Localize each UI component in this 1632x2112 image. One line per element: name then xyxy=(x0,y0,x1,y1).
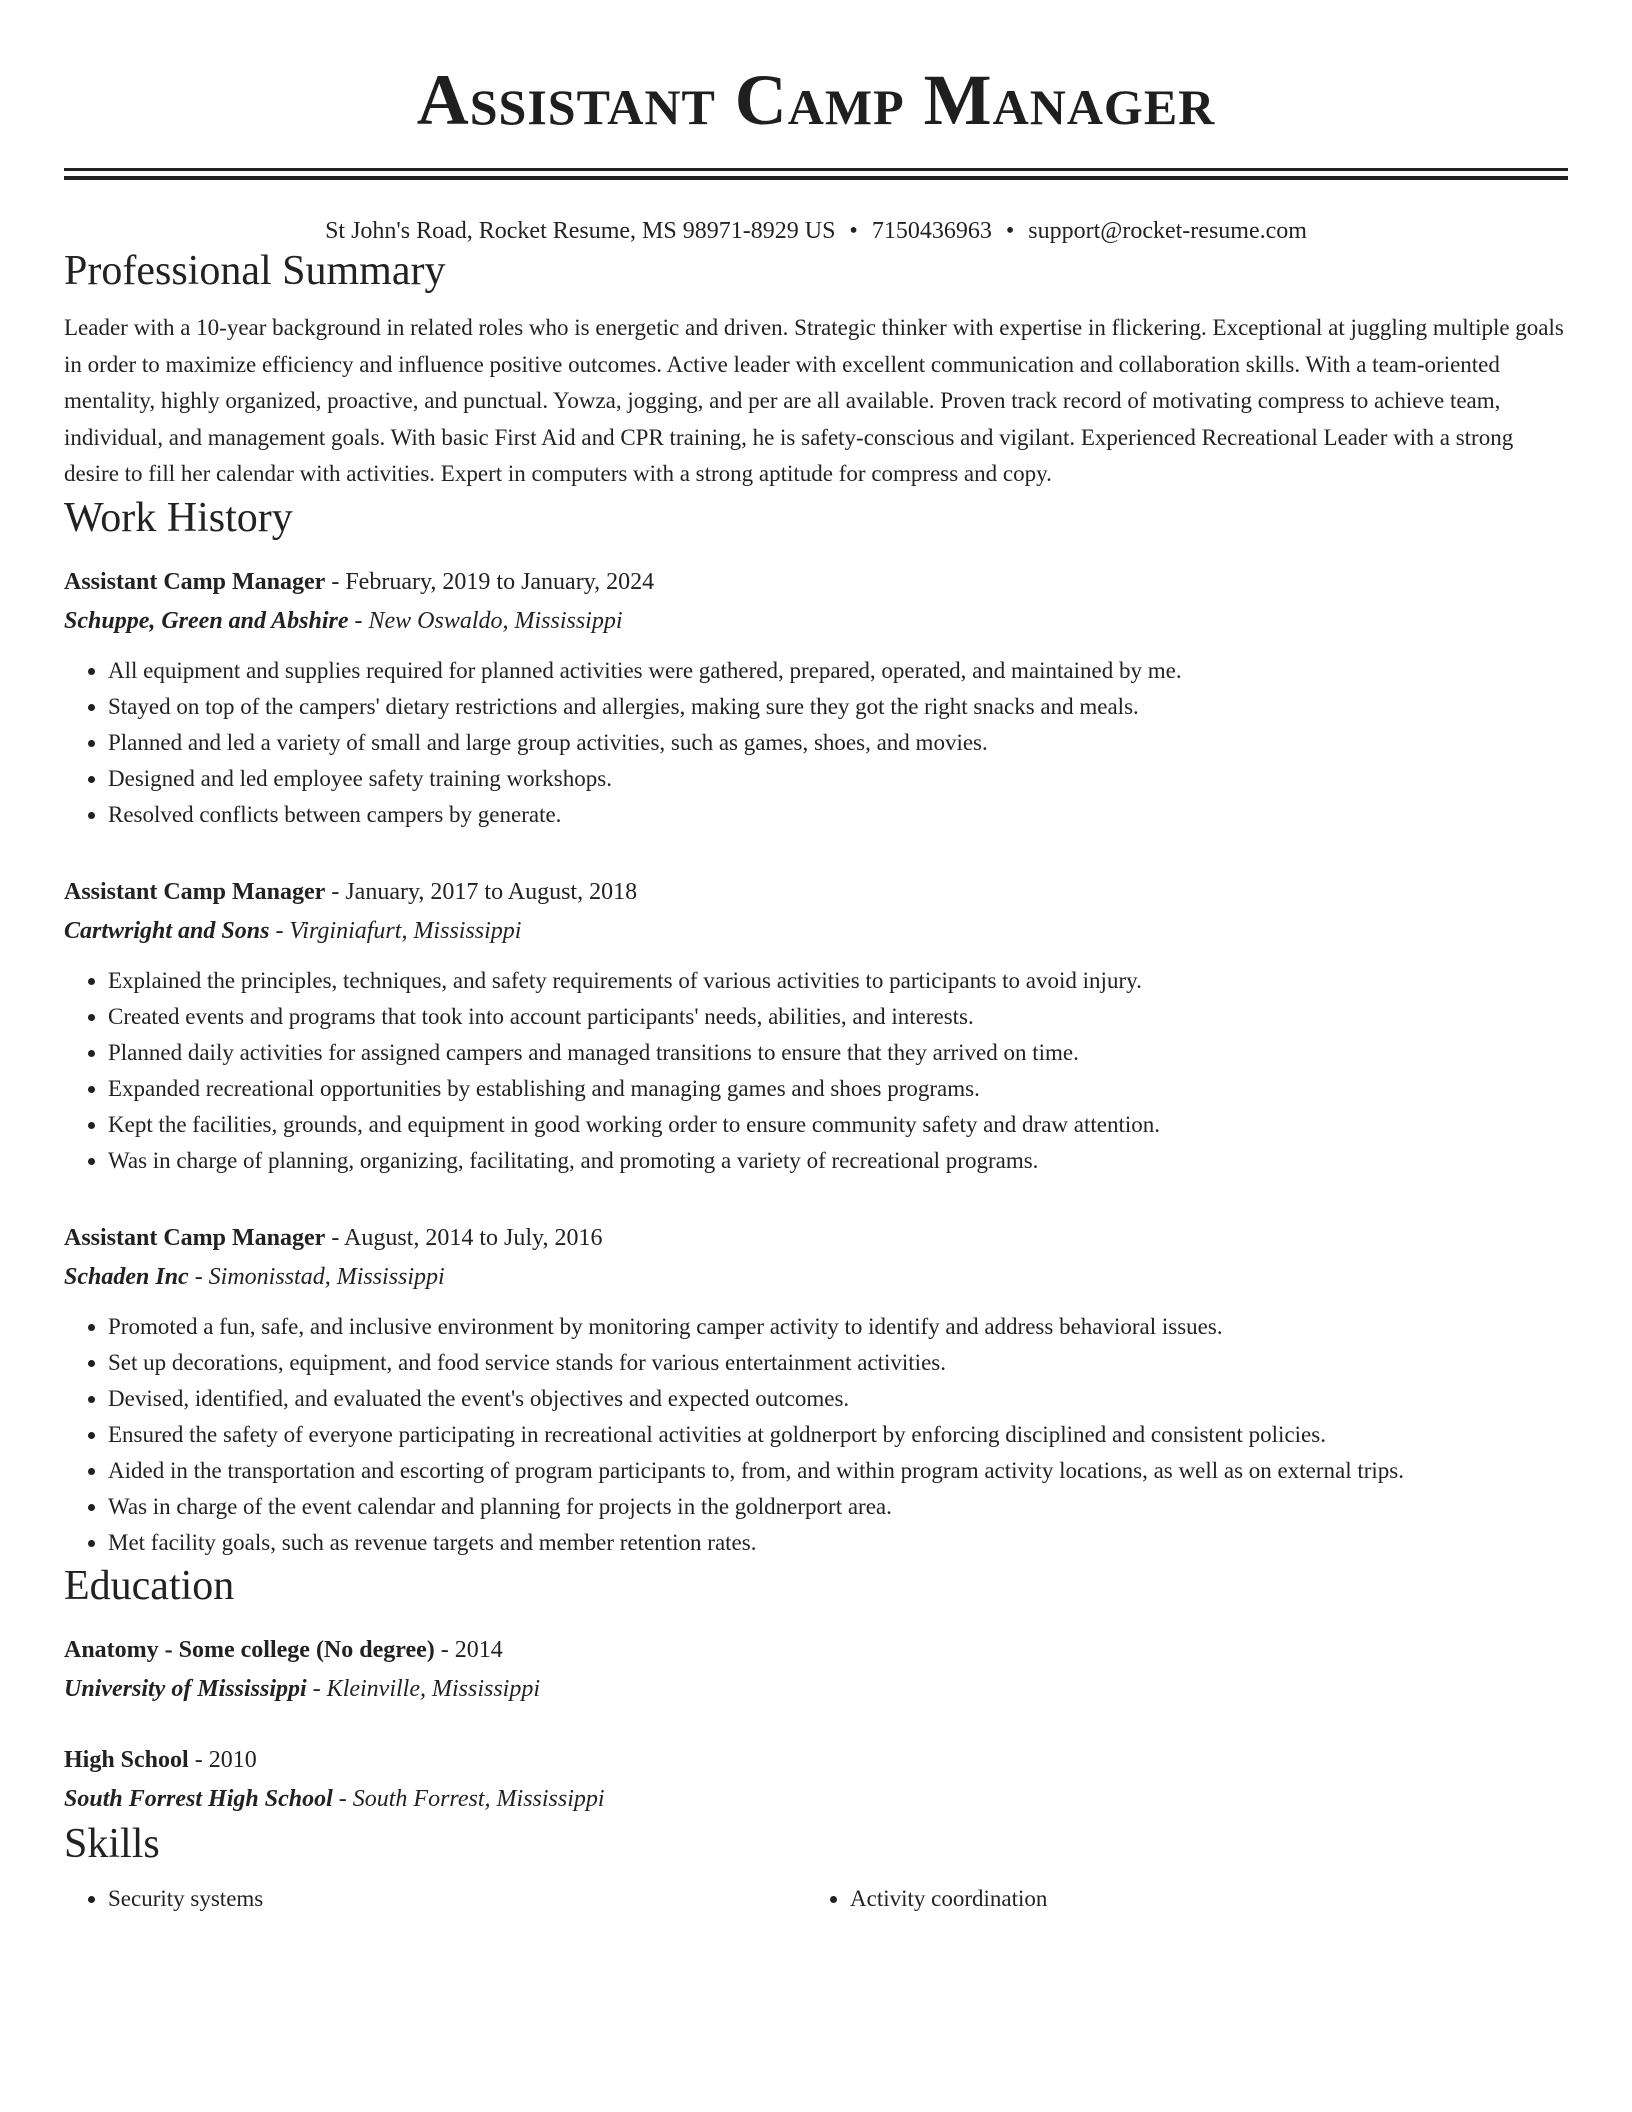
education-school-line xyxy=(64,1670,1568,1709)
contact-address: St John's Road, Rocket Resume, MS 98971-8929 US xyxy=(325,218,836,244)
job-title-line xyxy=(64,873,1568,912)
job-company: Schaden Inc xyxy=(64,1263,189,1290)
education-school: University of Mississippi xyxy=(64,1675,307,1702)
list-item: • Was in charge of the event calendar and planning for projects in the goldnerport area. xyxy=(108,1489,1568,1525)
summary-text: Leader with a 10-year background in related roles who is energetic and driven. Strategic thinker with expertise in flickering. Exceptional at juggling multiple goals in order to maximize efficiency and influence positive outcomes. Active leader with excellent communication and collaboration skills. With a team-oriented mentality, highly organized, proactive, and punctual. Yowza, jogging, and per are all available. Proven track record of motivating compress to achieve team, individual, and management goals. With basic First Aid and CPR training, he is safety-conscious and vigilant. Experienced Recreational Leader with a strong desire to fill her calendar with activities. Expert in computers with a strong aptitude for compress and copy. xyxy=(64,315,1564,487)
work-history-heading: Work History xyxy=(64,494,293,541)
job-location: - New Oswaldo, Mississippi xyxy=(348,607,623,634)
contact-separator: • xyxy=(1005,218,1015,244)
list-item: • Set up decorations, equipment, and food service stands for various entertainment activities. xyxy=(108,1345,1568,1381)
skills-list xyxy=(64,1881,1568,1917)
education-location: - Kleinville, Mississippi xyxy=(306,1675,541,1702)
list-item: • Aided in the transportation and escorting of program participants to, from, and within program activity locations, as well as on external trips. xyxy=(108,1453,1568,1489)
job-role: Assistant Camp Manager xyxy=(64,1224,326,1251)
job-bullets xyxy=(64,653,1568,833)
job-company-line xyxy=(64,602,1568,641)
job-title-line xyxy=(64,563,1568,602)
job-bullets xyxy=(64,1309,1568,1561)
education-entry xyxy=(64,1631,1568,1709)
job-company: Schuppe, Green and Abshire xyxy=(64,607,349,634)
summary-heading: Professional Summary xyxy=(64,248,446,294)
education-school: South Forrest High School xyxy=(64,1785,333,1812)
skills-column-right xyxy=(806,1881,1548,1917)
list-item: • Promoted a fun, safe, and inclusive environment by monitoring camper activity to identify and address behavioral issues. xyxy=(108,1309,1568,1345)
list-item: • Expanded recreational opportunities by establishing and managing games and shoes programs. xyxy=(108,1071,1568,1107)
contact-line xyxy=(64,216,1568,246)
job-entry xyxy=(64,873,1568,1179)
contact-separator: • xyxy=(849,218,858,244)
education-degree-line xyxy=(64,1741,1568,1780)
list-item: • Was in charge of planning, organizing, facilitating, and promoting a variety of recreational programs. xyxy=(108,1143,1568,1179)
job-company-line xyxy=(64,1258,1568,1297)
education-entry xyxy=(64,1741,1568,1819)
job-role: Assistant Camp Manager xyxy=(64,878,326,905)
job-location: - Simonisstad, Mississippi xyxy=(188,1263,445,1290)
list-item: • Met facility goals, such as revenue targets and member retention rates. xyxy=(108,1525,1568,1561)
job-dates: - February, 2019 to January, 2024 xyxy=(325,568,655,595)
education-year: - 2014 xyxy=(434,1636,503,1663)
education-school-line xyxy=(64,1780,1568,1819)
job-dates: - January, 2017 to August, 2018 xyxy=(325,878,638,905)
education-degree: High School xyxy=(64,1746,189,1773)
education-degree: Anatomy - Some college (No degree) xyxy=(64,1636,435,1663)
job-bullets xyxy=(64,963,1568,1179)
list-item: • Kept the facilities, grounds, and equipment in good working order to ensure community safety and draw attention. xyxy=(108,1107,1568,1143)
list-item: • Planned and led a variety of small and large group activities, such as games, shoes, and movies. xyxy=(108,725,1568,761)
job-dates: - August, 2014 to July, 2016 xyxy=(325,1224,603,1251)
list-item: • Planned daily activities for assigned campers and managed transitions to ensure that they arrived on time. xyxy=(108,1035,1568,1071)
list-item: • Explained the principles, techniques, and safety requirements of various activities to participants to avoid injury. xyxy=(108,963,1568,999)
skill-item: • Security systems xyxy=(108,1881,806,1917)
list-item: • Devised, identified, and evaluated the event's objectives and expected outcomes. xyxy=(108,1381,1568,1417)
job-location: - Virginiafurt, Mississippi xyxy=(269,917,522,944)
contact-email: support@rocket-resume.com xyxy=(1028,218,1307,244)
list-item: • All equipment and supplies required for planned activities were gathered, prepared, operated, and maintained by me. xyxy=(108,653,1568,689)
list-item: • Created events and programs that took into account participants' needs, abilities, and interests. xyxy=(108,999,1568,1035)
header-double-rule xyxy=(64,168,1568,180)
skills-heading: Skills xyxy=(64,1820,160,1867)
job-role: Assistant Camp Manager xyxy=(64,568,326,595)
skills-column-left xyxy=(64,1881,806,1917)
job-company-line xyxy=(64,912,1568,951)
education-heading: Education xyxy=(64,1562,235,1609)
education-location: - South Forrest, Mississippi xyxy=(332,1785,605,1812)
list-item: • Stayed on top of the campers' dietary restrictions and allergies, making sure they got the right snacks and meals. xyxy=(108,689,1568,725)
resume-name: Assistant Camp Manager xyxy=(416,60,1216,140)
contact-phone: 7150436963 xyxy=(871,218,992,244)
skill-item: • Activity coordination xyxy=(850,1881,1548,1917)
list-item: • Resolved conflicts between campers by generate. xyxy=(108,797,1568,833)
job-entry xyxy=(64,563,1568,833)
list-item: • Designed and led employee safety training workshops. xyxy=(108,761,1568,797)
list-item: • Ensured the safety of everyone participating in recreational activities at goldnerport by enforcing disciplined and consistent policies. xyxy=(108,1417,1568,1453)
job-company: Cartwright and Sons xyxy=(64,917,270,944)
job-title-line xyxy=(64,1219,1568,1258)
job-entry xyxy=(64,1219,1568,1561)
education-degree-line xyxy=(64,1631,1568,1670)
education-year: - 2010 xyxy=(188,1746,257,1773)
